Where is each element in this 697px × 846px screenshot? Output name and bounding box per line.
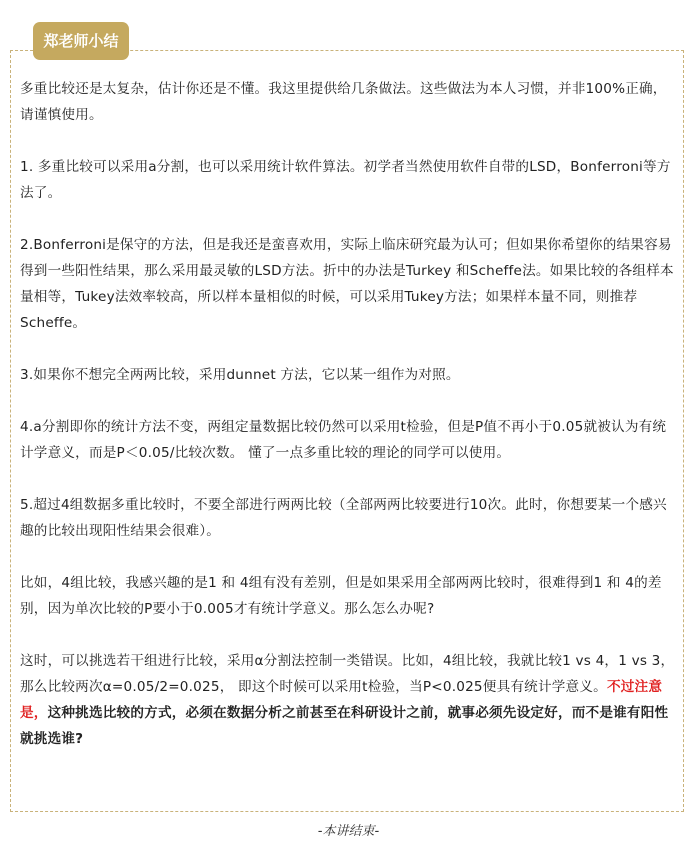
summary-content xyxy=(20,76,676,752)
bold-warning: 这种挑选比较的方式，必须在数据分析之前甚至在科研设计之前，就事必须先设定好，而不是谁有阳性就挑选谁? xyxy=(20,705,669,747)
conclusion-paragraph xyxy=(20,648,676,752)
point-1-paragraph: 1. 多重比较可以采用a分割，也可以采用统计软件算法。初学者当然使用软件自带的LSD，Bonferroni等方法了。 xyxy=(20,159,671,201)
intro-paragraph: 多重比较还是太复杂，估计你还是不懂。我这里提供给几条做法。这些做法为本人习惯，并非100%正确，请谨慎使用。 xyxy=(20,81,667,123)
point-5-paragraph: 5.超过4组数据多重比较时，不要全部进行两两比较（全部两两比较要进行10次。此时，你想要某一个感兴趣的比较出现阳性结果会很难）。 xyxy=(20,497,667,539)
example-paragraph: 比如，4组比较，我感兴趣的是1 和 4组有没有差别，但是如果采用全部两两比较时，很难得到1 和 4的差别，因为单次比较的P要小于0.005才有统计学意义。那么怎么办呢? xyxy=(20,575,662,617)
attention-note: 不过注意是， xyxy=(20,679,663,721)
end-footer: -本讲结束- xyxy=(317,824,380,839)
point-4-paragraph: 4.a分割即你的统计方法不变，两组定量数据比较仍然可以采用t检验，但是P值不再小于0.05就被认为有统计学意义，而是P＜0.05/比较次数。 懂了一点多重比较的理论的同学可以使用。 xyxy=(20,419,667,461)
point-2-paragraph: 2.Bonferroni是保守的方法，但是我还是蛮喜欢用，实际上临床研究最为认可；但如果你希望你的结果容易得到一些阳性结果，那么采用最灵敏的LSD方法。折中的办法是Turkey 和Scheffe法。如果比较的各组样本量相等，Tukey法效率较高，所以样本量相似的时候，可以采用Tukey方法；如果样本量不同，则推荐Scheffe。 xyxy=(20,237,674,331)
section-tag: 郑老师小结 xyxy=(33,22,129,60)
conclusion-text: 这时，可以挑选若干组进行比较，采用α分割法控制一类错误。比如，4组比较，我就比较1 vs 4，1 vs 3，那么比较两次α=0.05/2=0.025， 即这个时候可以采用t检验，当P<0.025便具有统计学意义。 xyxy=(20,653,675,695)
point-3-paragraph: 3.如果你不想完全两两比较，采用dunnet 方法，它以某一组作为对照。 xyxy=(20,367,460,383)
